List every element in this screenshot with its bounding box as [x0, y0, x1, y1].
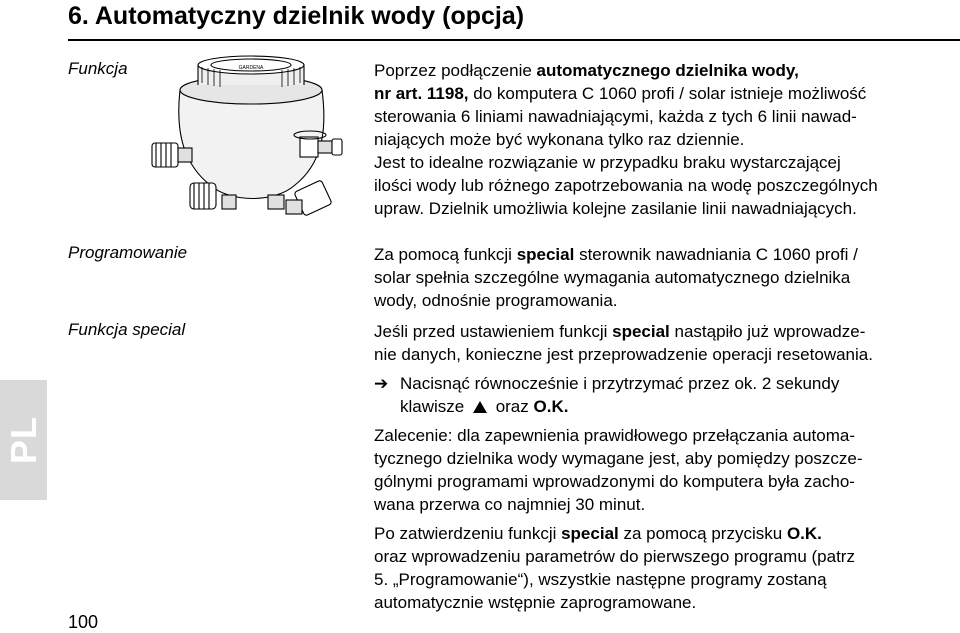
page-number: 100 — [68, 612, 99, 632]
title-underline — [68, 39, 960, 41]
brand-logo-text: GARDENA — [238, 65, 264, 71]
arrow-icon: ➔ — [374, 374, 389, 393]
label-funkcja-special: Funkcja special — [68, 320, 186, 339]
section-funkcja: Poprzez podłączenie automatycznego dzielnika wody, nr art. 1198, do komputera C 1060 profi / solar istnieje możliwość sterowania 6 liniami nawadniającymi, każda z tych 6 linii nawad- niających może być wykonana tylko raz dziennie. Jest to idealne rozwiązanie w przypadku braku wystarczającej ilości wody lub różnego zapotrzebowania na wodę poszczególnych upraw. Dzielnik umożliwia kolejne zasilanie linii nawadniających. — [374, 61, 878, 218]
water-distributor-illustration — [150, 55, 355, 225]
section-programowanie: Za pomocą funkcji special sterownik nawadniania C 1060 profi / solar spełnia szczególne wymagania automatycznego dzielnika wody, odnośnie programowania. — [374, 245, 858, 310]
label-funkcja: Funkcja — [68, 59, 128, 78]
page-title: 6. Automatyczny dzielnik wody (opcja) — [68, 2, 525, 30]
up-triangle-icon — [473, 401, 487, 413]
section-funkcja-special: Jeśli przed ustawieniem funkcji special nastąpiło już wprowadze- nie danych, konieczne jest przeprowadzenie operacji resetowania. ➔ Nacisnąć równocześnie i przytrzymać przez ok. 2 sekundy klawisze oraz O.K. Zalecenie: dla zapewnienia prawidłowego przełączania automa- tycznego dzielnika wody wymagane jest, aby pomiędzy poszcze- gólnymi programami wprowadzonymi do komputera była zacho- wana przerwa co najmniej 30 minut. Po zatwierdzeniu funkcji special za pomocą przycisku O.K. oraz wprowadzeniu parametrów do pierwszego programu (patrz 5. „Programowanie“), wszystkie następne programy zostaną automatycznie wstępnie zaprogramowane. — [374, 322, 873, 612]
label-programowanie: Programowanie — [68, 243, 188, 262]
language-tab: PL — [0, 380, 47, 500]
